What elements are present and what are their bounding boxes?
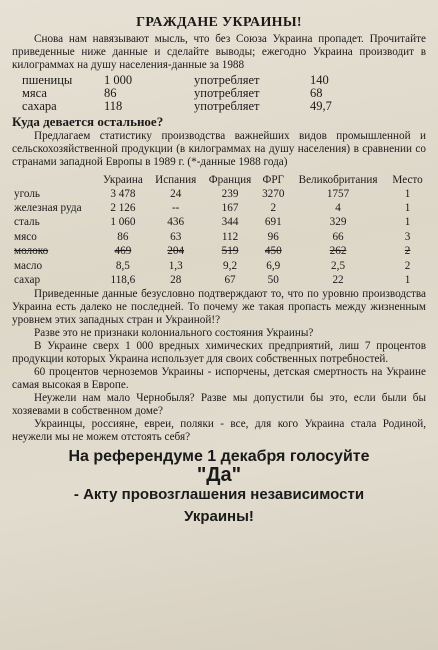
stats-cell: 167 (221, 202, 239, 215)
stats-row (12, 259, 428, 273)
consumption-verb: употребляет (194, 86, 260, 100)
stats-cell: 344 (221, 216, 239, 229)
consumption-consumed: 68 (310, 86, 323, 100)
stats-cell: 239 (221, 187, 239, 200)
consumption-item: мяса (22, 86, 47, 100)
stats-row (12, 216, 428, 230)
paragraph-question: Разве это не признаки колониального состояния Украины? (34, 326, 314, 339)
stats-cell: 1 060 (110, 216, 136, 229)
stats-cell: 28 (170, 274, 182, 287)
stats-cell: 204 (167, 245, 185, 258)
stats-cell: 4 (335, 202, 341, 215)
stats-cell: 436 (167, 216, 185, 229)
stats-cell: 1 (404, 187, 411, 200)
stats-row-label: уголь (14, 187, 41, 200)
paragraph-soil: 60 процентов черноземов Украины - испорчены, детская смертность на Украине самая высокая в Европе. (12, 365, 426, 391)
independence-act-line: - Акту провозглашения независимости (73, 485, 365, 503)
consumption-produced: 1 000 (104, 73, 133, 87)
stats-cell: 67 (224, 274, 236, 287)
stats-cell: 2 126 (110, 202, 136, 215)
stats-cell: 9,2 (223, 259, 238, 272)
stats-cell: 86 (117, 230, 129, 243)
stats-cell: 24 (170, 187, 182, 200)
stats-row-label: мясо (14, 230, 37, 243)
paragraph-appeal: Украинцы, россияне, евреи, поляки - все, для кого Украина стала Родиной, неужели мы не можем отстоять себя? (12, 417, 426, 443)
consumption-produced: 118 (104, 99, 123, 113)
consumption-row (22, 100, 336, 113)
stats-row-label: молоко (14, 245, 49, 258)
stats-cell: 118,6 (110, 274, 136, 287)
stats-cell: 96 (267, 230, 279, 243)
stats-cell: 1 (404, 216, 411, 229)
stats-cell: 262 (329, 245, 347, 258)
stats-row-label: сталь (14, 216, 40, 229)
stats-row (12, 230, 428, 244)
stats-cell: 519 (221, 245, 239, 258)
stats-column-header: ФРГ (262, 173, 285, 186)
paragraph-chernobyl: Неужели нам мало Чернобыля? Разве мы допустили бы это, если были бы хозяевами в собственном доме? (12, 391, 426, 417)
stats-column-header: Великобритания (298, 173, 378, 186)
yes-vote-label: "Да" (196, 463, 242, 486)
stats-row (12, 245, 428, 259)
intro-paragraph: Снова нам навязывают мысль, что без Союза Украина пропадет. Прочитайте приведенные ниже данные и сделайте выводы; ежегодно Украина производит в килограммах на душу населения-данные за 1988 (12, 33, 426, 71)
stats-cell: 1 (404, 274, 411, 287)
stats-column-header: Франция (208, 173, 252, 186)
stats-column-header: Место (392, 173, 423, 186)
stats-cell: 8,5 (115, 259, 130, 272)
stats-column-header: Украина (102, 173, 143, 186)
paragraph-chemical: В Украине сверх 1 000 вредных химических предприятий, лиш 7 процентов продукции которых Украина использует для своих собственных потребностей. (12, 339, 426, 365)
stats-cell: 6,9 (266, 259, 281, 272)
stats-cell: 2 (404, 259, 411, 272)
referendum-call: На референдуме 1 декабря голосуйте (68, 447, 370, 465)
consumption-consumed: 140 (310, 73, 329, 87)
stats-cell: 469 (114, 245, 132, 258)
stats-cell: 1757 (326, 187, 350, 200)
stats-row-label: масло (14, 259, 43, 272)
section-heading: Куда девается остальное? (12, 114, 164, 129)
stats-cell: 112 (221, 230, 239, 243)
consumption-row (22, 74, 336, 87)
stats-column-header: Испания (155, 173, 197, 186)
consumption-item: сахара (22, 99, 57, 113)
paragraph-conclusion: Приведенные данные безусловно подтверждают то, что по уровню производства Украина есть далеко не последней. То почему же такая пропасть между жизненным уровнем этих западных стран и Украиной!? (12, 287, 426, 326)
stats-row-label: сахар (14, 274, 41, 287)
production-stats-table (12, 173, 428, 288)
stats-cell: 3270 (262, 187, 285, 200)
consumption-item: пшеницы (22, 73, 73, 87)
stats-column-header (12, 173, 97, 187)
independence-act-ukraine: Украины! (184, 507, 254, 525)
stats-cell: 3 478 (110, 187, 136, 200)
stats-row (12, 273, 428, 287)
stats-cell: 2,5 (331, 259, 346, 272)
consumption-verb: употребляет (194, 99, 260, 113)
stats-cell: 50 (267, 274, 279, 287)
stats-cell: 2 (404, 245, 411, 258)
stats-cell: 691 (264, 216, 282, 229)
stats-cell: 329 (329, 216, 347, 229)
stats-cell: 2 (270, 202, 277, 215)
leaflet-title: ГРАЖДАНЕ УКРАИНЫ! (136, 15, 302, 30)
consumption-consumed: 49,7 (310, 99, 332, 113)
stats-cell: 22 (332, 274, 344, 287)
stats-row (12, 187, 428, 201)
stats-cell: 1,3 (168, 259, 183, 272)
stats-row-label: железная руда (14, 202, 82, 215)
stats-cell: -- (171, 202, 180, 215)
stats-cell: 1 (404, 202, 411, 215)
consumption-table (22, 74, 336, 113)
stats-cell: 3 (404, 230, 411, 243)
stats-cell: 450 (264, 245, 282, 258)
consumption-produced: 86 (104, 86, 117, 100)
stats-cell: 66 (332, 230, 344, 243)
stats-row (12, 201, 428, 215)
stats-cell: 63 (170, 230, 182, 243)
consumption-row (22, 87, 336, 100)
stats-intro-paragraph: Предлагаем статистику производства важнейших видов промышленной и сельскохозяйственной продукции (в килограммах на душу населения) в сравнении со странами западной Европы в 1989 г. (*-данные 1988 года) (12, 130, 426, 168)
consumption-verb: употребляет (194, 73, 260, 87)
